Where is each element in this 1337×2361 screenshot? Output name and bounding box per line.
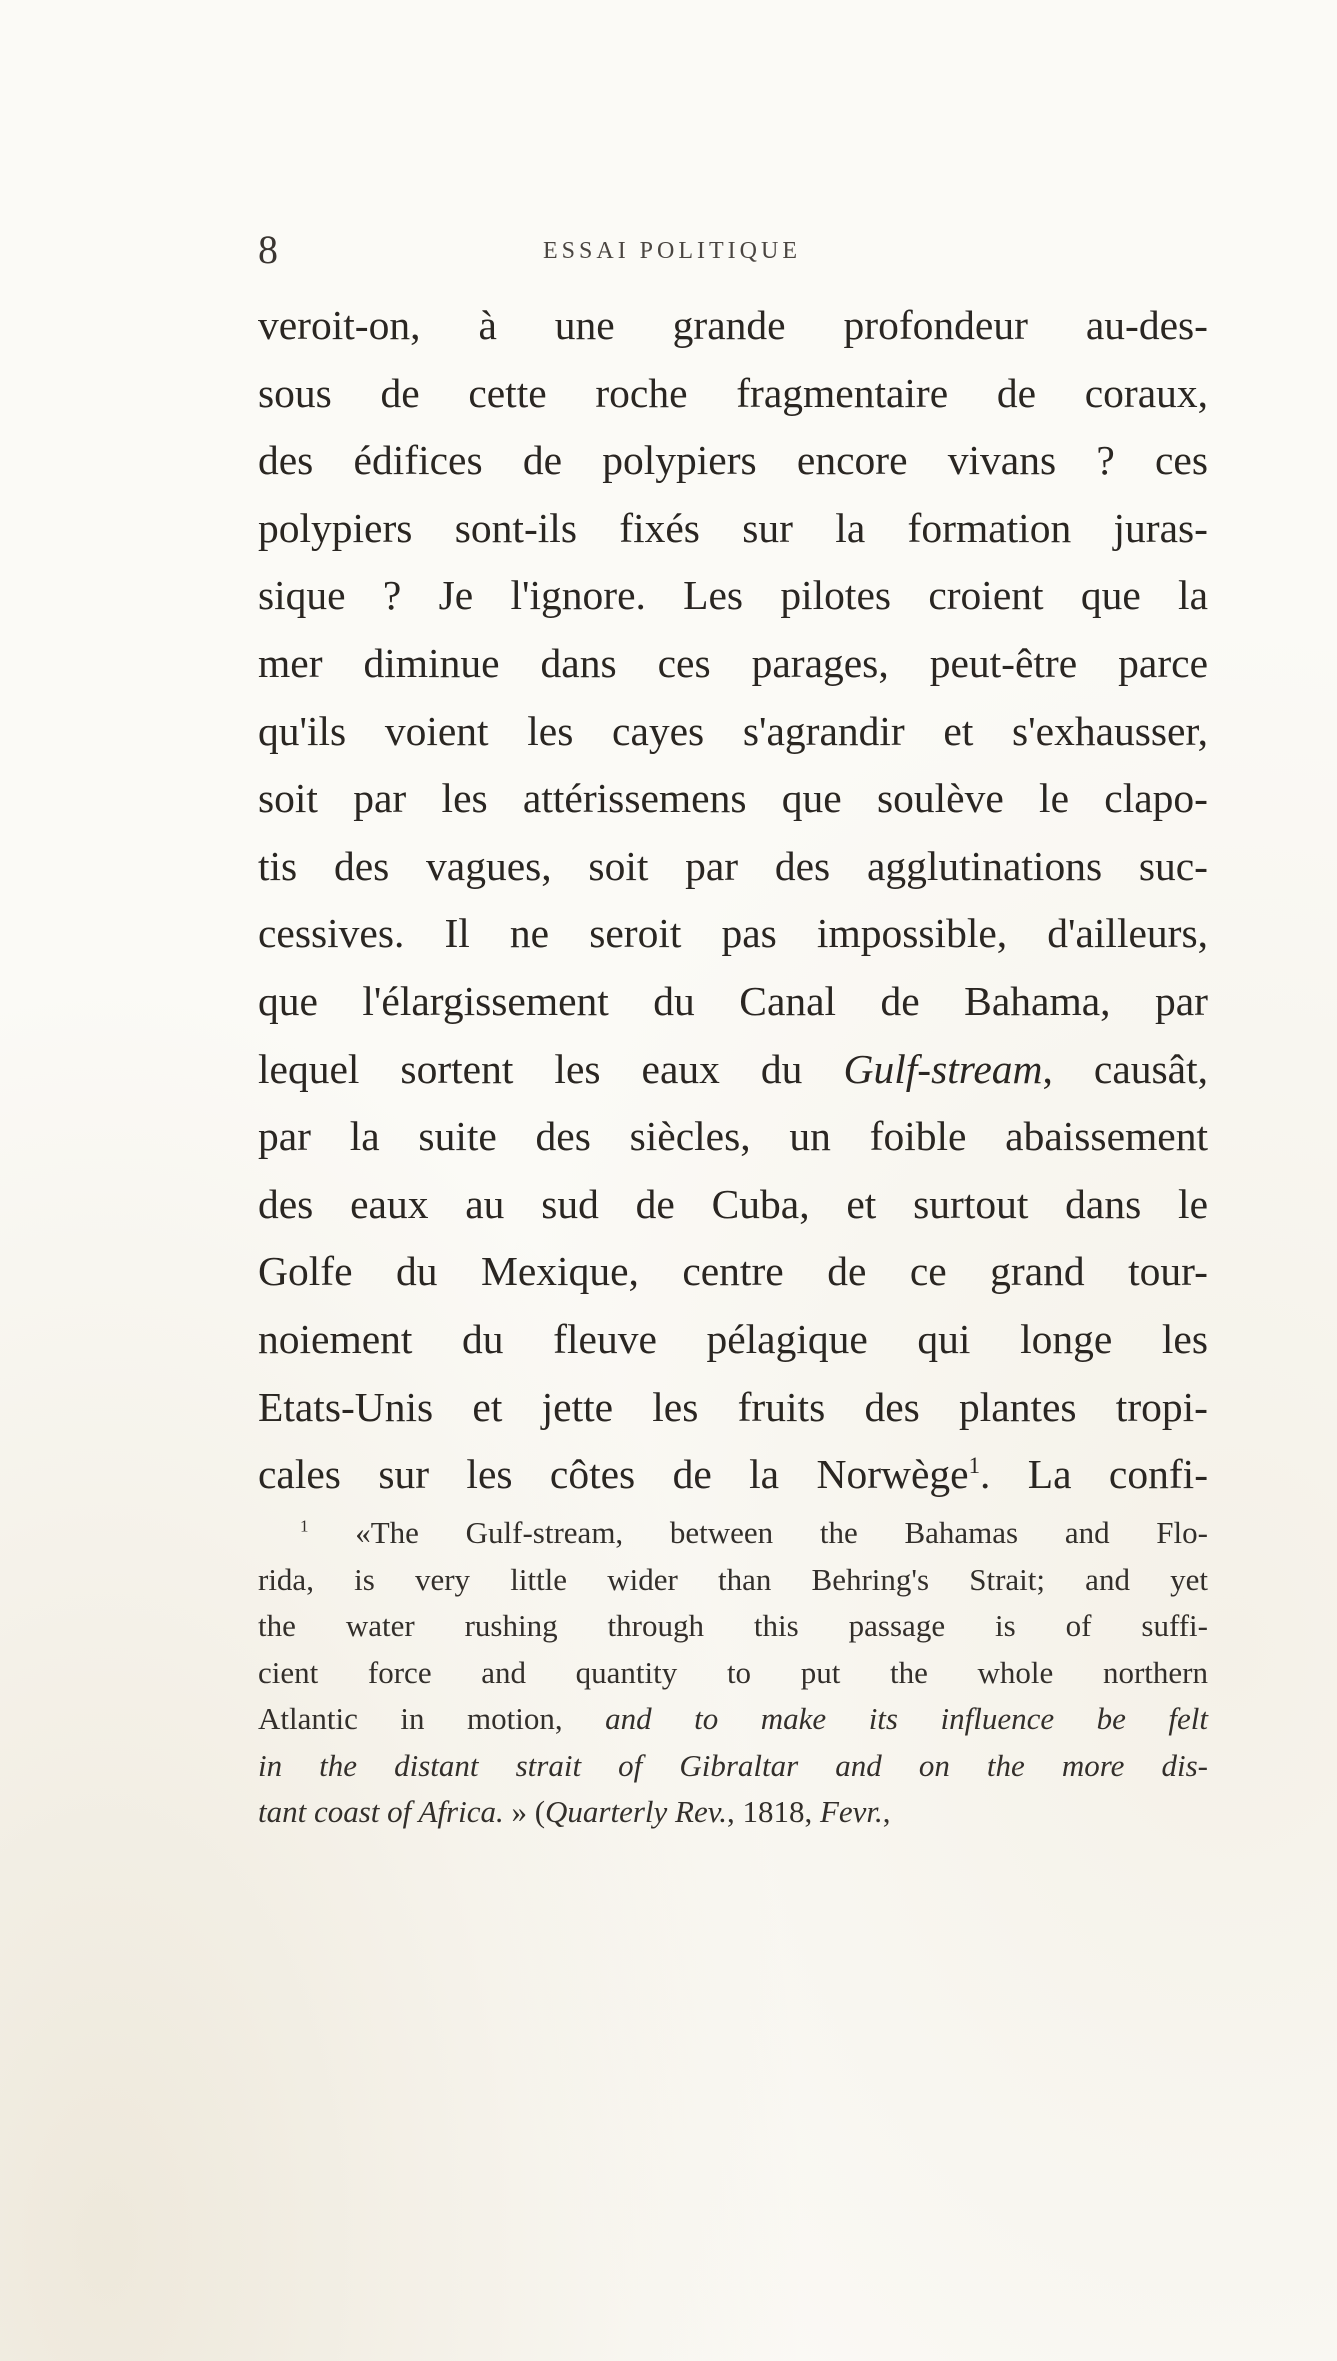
text-line: des édifices de polypiers encore vivans ? ces [258, 437, 1208, 484]
footnote-line: rida, is very little wider than Behring's Strait; and yet [258, 1561, 1208, 1597]
text-line: mer diminue dans ces parages, peut-être parce [258, 639, 1208, 686]
footnote-line: the water rushing through this passage is of suffi- [258, 1608, 1208, 1643]
text-segment: «The Gulf-stream, between the Bahamas and Flo- [355, 1515, 1208, 1550]
page-header [258, 226, 1058, 286]
text-segment: . La confi- [980, 1451, 1209, 1498]
text-segment: , causât, [1042, 1045, 1208, 1092]
footnote-reference: 1 [968, 1453, 980, 1479]
text-line: soit par les attérissemens que soulève le clapo- [258, 775, 1208, 822]
running-head: ESSAI POLITIQUE [543, 238, 801, 264]
text-line: noiement du fleuve pélagique qui longe les [258, 1315, 1208, 1362]
text-segment: , 1818, [726, 1794, 820, 1829]
footnote-line [258, 1696, 1208, 1743]
text-line: des eaux au sud de Cuba, et surtout dans le [258, 1180, 1208, 1227]
text-line: cessives. Il ne seroit pas impossible, d'ailleurs, [258, 910, 1208, 957]
text-line: sous de cette roche fragmentaire de coraux, [258, 369, 1208, 416]
footnote [258, 1510, 1208, 1836]
footnote-line: cient force and quantity to put the whole northern [258, 1654, 1208, 1690]
page-number: 8 [258, 227, 278, 272]
text-line: sique ? Je l'ignore. Les pilotes croient que la [258, 572, 1208, 619]
footnote-line [258, 1789, 1208, 1836]
footnote-marker: 1 [300, 1516, 309, 1536]
text-line [258, 1441, 1208, 1509]
footnote-line [258, 1743, 1208, 1790]
italic-segment: and to make its influence be felt [605, 1701, 1209, 1736]
text-segment: cales sur les côtes de la Norwège [258, 1451, 969, 1498]
body-text [258, 292, 1208, 1509]
text-line: veroit-on, à une grande profondeur au-des- [258, 302, 1208, 348]
italic-segment: tant coast of Africa. [258, 1794, 504, 1829]
citation-title: Quarterly Rev. [545, 1794, 727, 1829]
text-line: que l'élargissement du Canal de Bahama, par [258, 977, 1208, 1024]
footnote-line [258, 1510, 1208, 1557]
text-line: qu'ils voient les cayes s'agrandir et s'exhausser, [258, 707, 1208, 754]
text-line: Golfe du Mexique, centre de ce grand tour- [258, 1248, 1208, 1295]
text-line: Etats-Unis et jette les fruits des plantes tropi- [258, 1383, 1208, 1430]
text-line: tis des vagues, soit par des agglutinations suc- [258, 842, 1208, 889]
text-line [258, 1036, 1208, 1104]
italic-segment: in the distant strait of Gibraltar and on the more dis- [258, 1747, 1208, 1783]
text-line: polypiers sont-ils fixés sur la formation juras- [258, 504, 1208, 551]
citation-month: Fevr. [819, 1794, 883, 1829]
italic-term: Gulf-stream [843, 1045, 1043, 1092]
text-segment: lequel sortent les eaux du [258, 1045, 844, 1092]
text-segment: » ( [503, 1794, 546, 1829]
text-line: par la suite des siècles, un foible abaissement [258, 1113, 1208, 1160]
text-segment: , [882, 1794, 891, 1829]
text-segment: Atlantic in motion, [258, 1701, 606, 1736]
